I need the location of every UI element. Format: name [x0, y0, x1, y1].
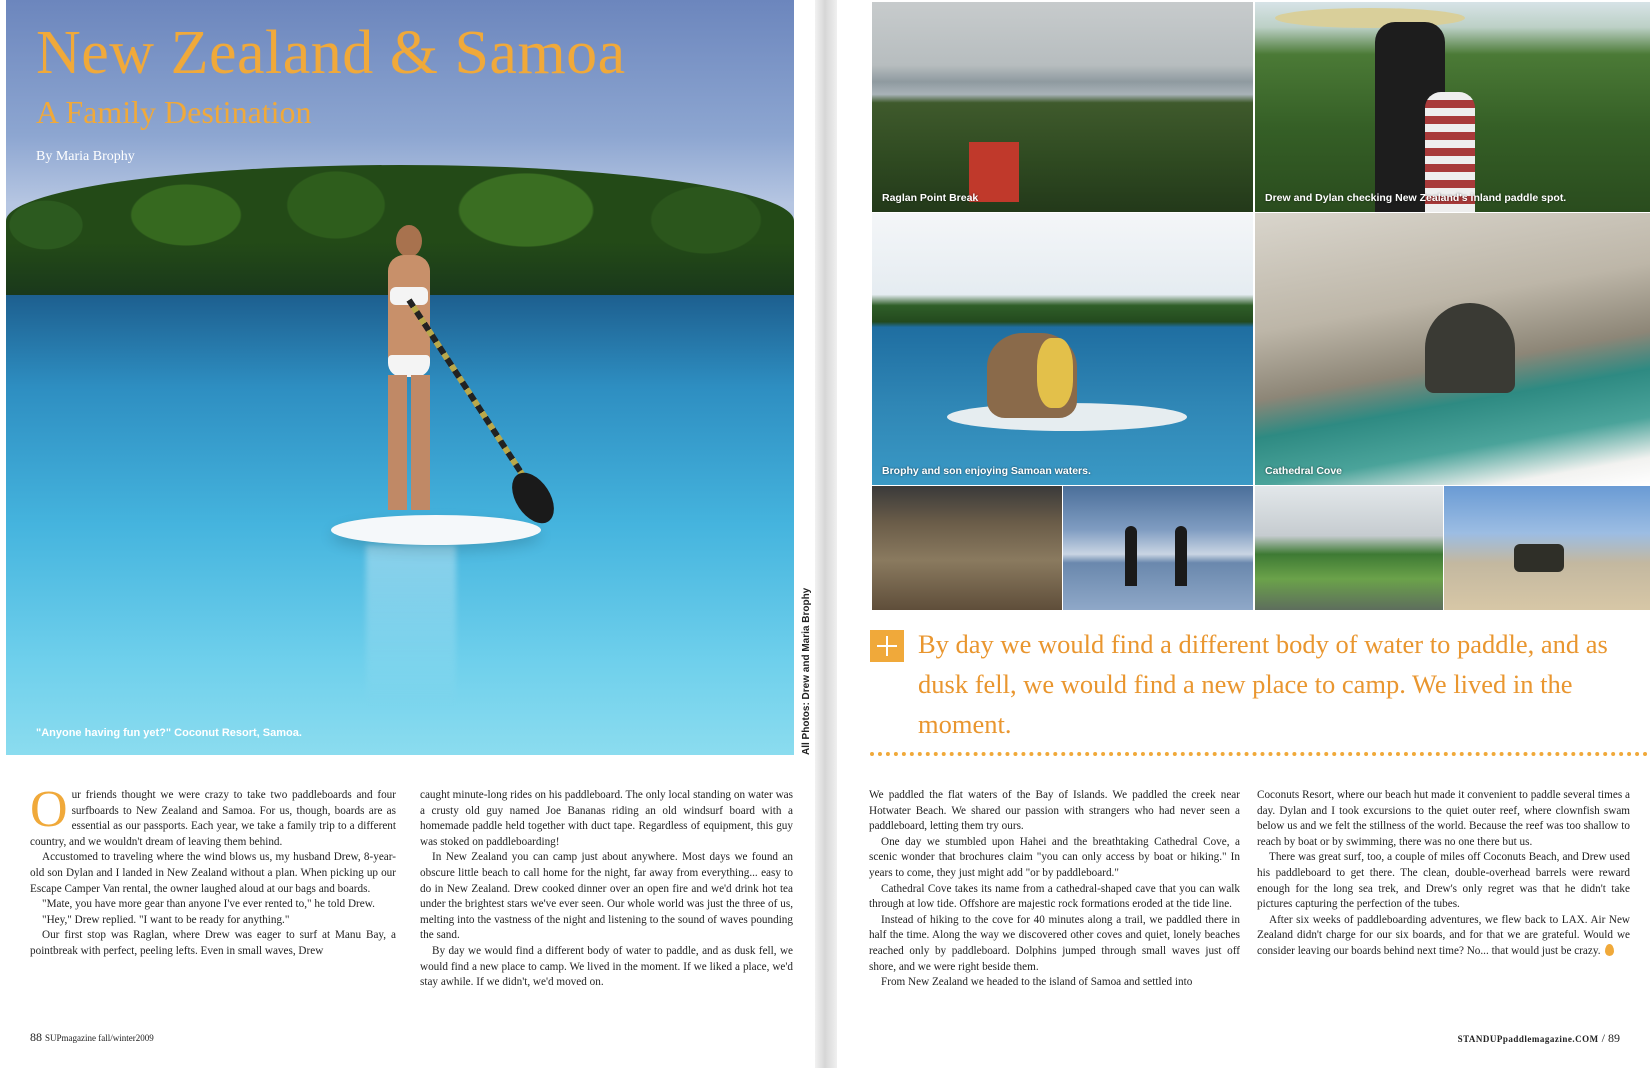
byline: By Maria Brophy — [36, 149, 135, 164]
drop-cap: O — [30, 781, 68, 838]
photo-samoan-waters — [872, 213, 1253, 485]
right-page — [837, 0, 1650, 1068]
photo-camper-van — [1255, 486, 1443, 610]
paragraph: By day we would find a different body of water to paddle, and as dusk fell, we would find a new place to camp. We lived in the moment. If we liked a place, we'd stay awhile. If we didn't, we'd moved on. — [420, 944, 793, 989]
paragraph: "Mate, you have more gear than anyone I've ever rented to," he told Drew. — [42, 898, 375, 911]
photo-airport-boards — [872, 486, 1062, 610]
footer-right: STANDUPpaddlemagazine.COM / 89 — [1457, 1031, 1620, 1045]
page-gutter — [815, 0, 837, 1068]
right-column-1 — [869, 788, 1240, 991]
photo-cathedral-cove — [1255, 213, 1650, 485]
caption-cathedral: Cathedral Cove — [1265, 465, 1343, 477]
title-block — [36, 19, 626, 165]
paragraph: Our friends thought we were crazy to take two paddleboards and four surfboards to New Zealand and Samoa. For us, though, boards are as essential as our passports. Each year, we take a family trip to a different country, and we wouldn't dream of leaving them behind. — [30, 781, 396, 848]
paragraph: Coconuts Resort, where our beach hut made it convenient to paddle several times a day. Dylan and I took excursions to the quiet outer reef, where clownfish swam below us and we felt the stillness of the world. Because the reef was too shallow to reach by boat or by swimming, there was no one there but us. — [1257, 789, 1630, 848]
paragraph: Instead of hiking to the cove for 40 minutes along a trail, we paddled there in half the time. Along the way we discovered other coves and quiet, lonely beaches reached only by paddleboard. Dolphins jumped through small waves just off shore, and we were right beside them. — [869, 913, 1240, 973]
pull-quote — [870, 624, 1650, 749]
page-number-left: 88 — [30, 1030, 42, 1044]
paragraph: From New Zealand we headed to the island of Samoa and settled into — [881, 976, 1193, 989]
page-number-right: 89 — [1608, 1031, 1620, 1045]
paragraph: Cathedral Cove takes its name from a cathedral-shaped cave that you can walk through at low tide. Offshore are majestic rock formations eroded at the tide line. — [869, 882, 1240, 911]
photo-cave-arch — [1425, 303, 1515, 393]
hero-reflection — [366, 545, 456, 705]
photo-inland-paddle-spot — [1255, 2, 1650, 212]
article-title: New Zealand & Samoa — [36, 19, 626, 87]
paragraph: caught minute-long rides on his paddleboard. The only local standing on water was a crusty old guy named Joe Bananas riding an old windsurf board with a homemade paddle held together with duct tape. Regardless of equipment, this guy was stoked on paddleboarding! — [420, 789, 793, 848]
photo-beach-truck — [1444, 486, 1650, 610]
photo-silhouette — [1125, 526, 1137, 586]
paragraph: After six weeks of paddleboarding adventures, we flew back to LAX. Air New Zealand didn't charge for our six boards, and for that we are grateful. Would we consider leaving our boards behind next time? No... that would just be crazy. — [1257, 913, 1630, 957]
hero-photo-paddleboarder — [6, 0, 794, 755]
dotted-divider — [870, 752, 1648, 756]
left-page — [0, 0, 815, 1068]
paragraph: Accustomed to traveling where the wind blows us, my husband Drew, 8-year-old son Dylan and I landed in New Zealand without a plan. When picking up our Escape Camper Van rental, the owner laughed aloud at our bags and boards. — [30, 851, 396, 895]
hero-rider — [374, 225, 444, 535]
paragraph: "Hey," Drew replied. "I want to be ready for anything." — [42, 913, 290, 926]
footer-magazine-url: STANDUPpaddlemagazine.COM — [1457, 1034, 1599, 1044]
photo-son — [1037, 338, 1073, 408]
photo-vehicle — [1514, 544, 1564, 572]
photo-sunset-paddlers — [1063, 486, 1253, 610]
paragraph: In New Zealand you can camp just about anywhere. Most days we found an obscure little beach to call home for the night, far away from everything... easy to do in New Zealand. Drew cooked dinner over an open fire and we'd drink hot tea under the brightest stars we've ever seen. Our whole world was just the three of us, melting into the vastness of the night and listening to the sound of waves pounding the sand. — [420, 851, 793, 942]
hero-caption: "Anyone having fun yet?" Coconut Resort, Samoa. — [36, 727, 302, 739]
caption-raglan: Raglan Point Break — [882, 192, 979, 204]
footer-magazine-name-left: SUPmagazine fall/winter2009 — [45, 1033, 154, 1043]
left-column-1 — [30, 781, 396, 960]
paragraph: We paddled the flat waters of the Bay of Islands. We paddled the creek near Hotwater Beach. We shared our passion with strangers who had never seen a paddleboard, letting them try ours. — [869, 789, 1240, 833]
right-column-2 — [1257, 788, 1630, 960]
photo-credit: All Photos: Drew and Maria Brophy — [801, 587, 812, 755]
plus-icon — [870, 630, 904, 662]
photo-raglan-point-break — [872, 2, 1253, 212]
end-mark-icon — [1605, 944, 1614, 956]
photo-silhouette — [1175, 526, 1187, 586]
caption-inland: Drew and Dylan checking New Zealand's inland paddle spot. — [1265, 192, 1567, 204]
paragraph: There was great surf, too, a couple of miles off Coconuts Beach, and Drew used his paddleboard to get there. The clean, double-overhead barrels were reward enough for the long sea trek, and Drew's only regret was that he didn't take pictures capturing the perfection of the tubes. — [1257, 851, 1630, 911]
left-column-2 — [420, 788, 793, 991]
pull-quote-text: By day we would find a different body of water to paddle, and as dusk fell, we would find a new place to camp. We lived in the moment. — [918, 629, 1608, 739]
caption-samoan: Brophy and son enjoying Samoan waters. — [882, 465, 1091, 477]
footer-left — [30, 1030, 154, 1045]
paragraph: Our first stop was Raglan, where Drew was eager to surf at Manu Bay, a pointbreak with perfect, peeling lefts. Even in small waves, Drew — [30, 929, 396, 957]
article-subtitle: A Family Destination — [36, 94, 312, 130]
paragraph: One day we stumbled upon Hahei and the breathtaking Cathedral Cove, a scenic wonder that brochures claim "you can only access by boat or hiking." In years to come, they just might add "or by paddleboard." — [869, 835, 1240, 879]
